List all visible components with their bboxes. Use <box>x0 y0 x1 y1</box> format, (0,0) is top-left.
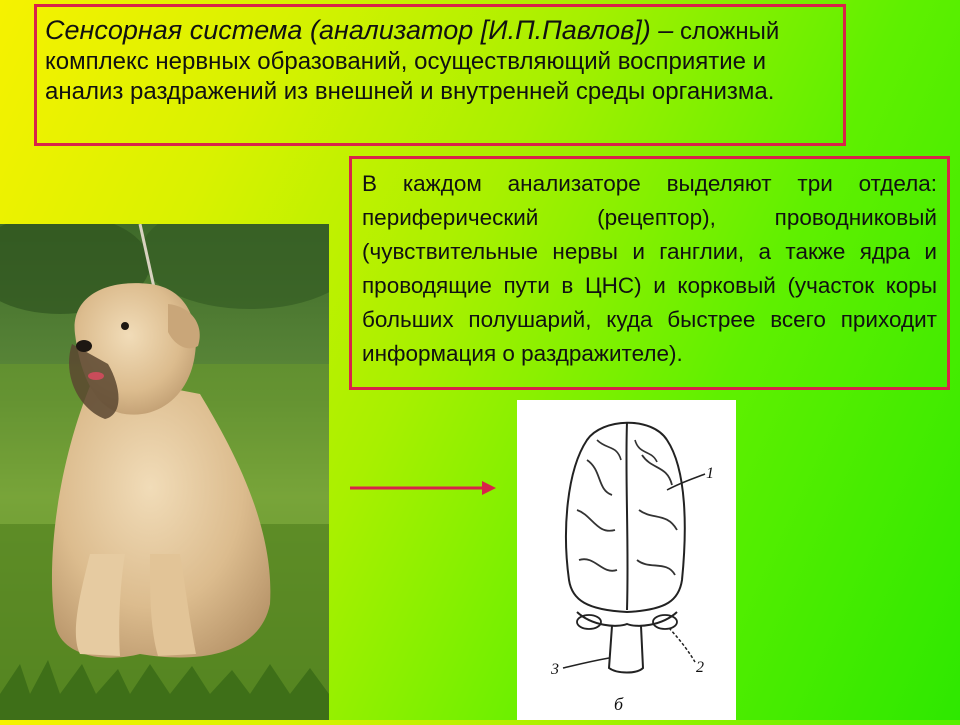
definition-text: сложный комплекс нервных образований, осуществляющий восприятие и анализ раздражений из внешней и внутренней среды организма. <box>45 18 780 105</box>
figure-caption: б <box>614 694 624 714</box>
brain-diagram <box>517 400 736 720</box>
label-2: 2 <box>696 659 704 676</box>
label-1: 1 <box>706 465 714 482</box>
brain-drawing <box>517 400 736 720</box>
definition-box <box>34 4 846 146</box>
analyzer-sections-text: В каждом анализаторе выделяют три отдела: периферический (рецептор), проводниковый (чувствительные нервы и ганглии, а также ядра и проводящие пути в ЦНС) и корковый (участок коры больших полушарий, куда быстрее всего приходит информация о раздражителе). <box>362 171 937 366</box>
analyzer-sections-box <box>349 156 950 390</box>
term-heading: Сенсорная система (анализатор [И.П.Павлов]) <box>45 15 651 45</box>
right-arrow-icon <box>350 478 500 498</box>
term-dash: – <box>650 15 674 45</box>
label-3: 3 <box>551 661 559 678</box>
dog-illustration <box>0 224 329 720</box>
dog-photo <box>0 224 329 720</box>
